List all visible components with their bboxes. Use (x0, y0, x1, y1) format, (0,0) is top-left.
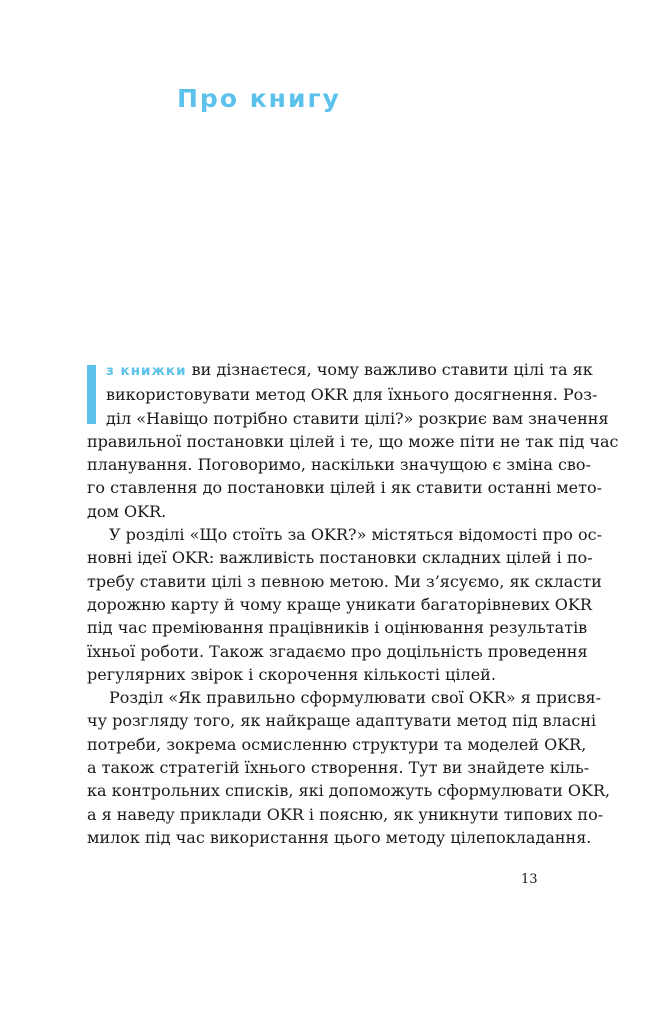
text-line: а також стратегій їхнього створення. Тут ви знайдете кіль- (87, 758, 590, 778)
text-line: з книжки ви дізнаєтеся, чому важливо ставити цілі та як (106, 360, 593, 379)
paragraph-3 (87, 686, 611, 849)
lead-in: з книжки (106, 363, 187, 379)
text-line: діл «Навіщо потрібно ставити цілі?» розкриє вам значення (106, 408, 609, 428)
text-line: регулярних звірок і скорочення кількості цілей. (87, 664, 496, 684)
text-line: милок під час використання цього методу цілепокладання. (87, 827, 592, 847)
text-line: а я наведу приклади OKR і поясню, як уникнути типових по- (87, 804, 604, 824)
text-line: ка контрольних списків, які допоможуть сформулювати OKR, (87, 781, 611, 801)
text-line: під час преміювання працівників і оцінювання результатів (87, 618, 588, 638)
text-line: дорожню карту й чому краще уникати багаторівневих OKR (87, 594, 592, 614)
text-line: новні ідеї OKR: важливість постановки складних цілей і по- (87, 548, 593, 568)
text-line: Розділ «Як правильно сформулювати свої OKR» я присвя- (109, 688, 601, 708)
text-line: правильної постановки цілей і те, що може піти не так під час (87, 431, 619, 451)
chapter-title: Про книгу (177, 84, 341, 113)
paragraph-1 (87, 358, 619, 523)
paragraph-2 (87, 523, 602, 686)
text-line: дом OKR. (87, 501, 167, 521)
text-line: їхньої роботи. Також згадаємо про доцільність проведення (87, 641, 588, 661)
text-line: У розділі «Що стоїть за OKR?» містяться відомості про ос- (109, 525, 602, 545)
text-line: використовувати метод OKR для їхнього досягнення. Роз- (106, 385, 598, 405)
page-number: 13 (521, 872, 538, 887)
text-line: го ставлення до постановки цілей і як ставити останні мето- (87, 478, 602, 498)
text-line: планування. Поговоримо, наскільки значущою є зміна сво- (87, 455, 591, 475)
text-line: чу розгляду того, як найкраще адаптувати метод під власні (87, 711, 597, 731)
text-line: требу ставити цілі з певною метою. Ми з’ясуємо, як скласти (87, 571, 602, 591)
text-line: потреби, зокрема осмисленню структури та моделей OKR, (87, 734, 587, 754)
body-text (87, 358, 619, 849)
